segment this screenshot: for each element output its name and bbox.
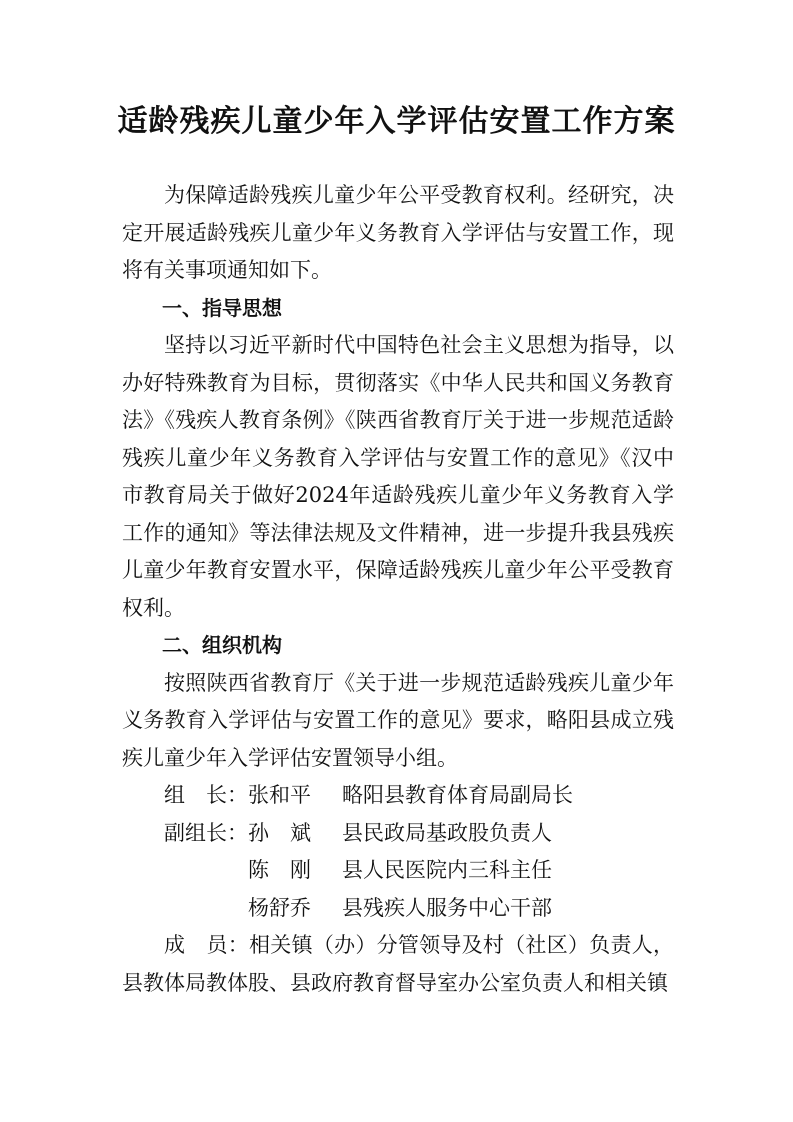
intro-paragraph: 为保障适龄残疾儿童少年公平受教育权利。经研究，决定开展适龄残疾儿童少年义务教育入学评估与安置工作，现将有关事项通知如下。: [122, 183, 674, 282]
members-label: 成 员：: [164, 933, 250, 957]
leadership-list: [122, 777, 674, 927]
section-heading-organization: 二、组织机构: [162, 633, 282, 657]
leadership-row: [122, 890, 674, 928]
leader-role: 组 长：: [164, 783, 248, 807]
leader-position: 县人民医院内三科主任: [342, 858, 552, 882]
section-heading-guiding-ideology: 一、指导思想: [162, 295, 282, 320]
leader-position: 略阳县教育体育局副局长: [342, 783, 573, 807]
section-text-guiding-ideology: 坚持以习近平新时代中国特色社会主义思想为指导，以办好特殊教育为目标，贯彻落实《中华人民共和国义务教育法》《残疾人教育条例》《陕西省教育厅关于进一步规范适龄残疾儿童少年义务教育入学评估与安置工作的意见》《汉中市教育局关于做好2024年适龄残疾儿童少年义务教育入学工作的通知》等法律法规及文件精神，进一步提升我县残疾儿童少年教育安置水平，保障适龄残疾儿童少年公平受教育权利。: [122, 333, 674, 620]
leader-name: 张和平: [248, 783, 311, 807]
document-body: [122, 177, 674, 1002]
leader-name: 杨舒乔: [248, 895, 311, 920]
leader-position: 县民政局基政股负责人: [342, 820, 552, 845]
members-paragraph: [122, 927, 674, 1002]
leader-name: 陈 刚: [248, 858, 311, 882]
leadership-row: [122, 852, 674, 890]
leadership-row: [122, 777, 674, 815]
leader-name: 孙 斌: [248, 820, 311, 845]
leadership-row: [122, 815, 674, 853]
document-title: 适龄残疾儿童少年入学评估安置工作方案: [117, 104, 676, 139]
leader-role: [122, 890, 248, 928]
leader-position: 县残疾人服务中心干部: [342, 895, 552, 920]
leader-role: [122, 852, 248, 890]
section-text-organization: 按照陕西省教育厅《关于进一步规范适龄残疾儿童少年义务教育入学评估与安置工作的意见》要求，略阳县成立残疾儿童少年入学评估安置领导小组。: [122, 670, 674, 770]
leader-role: 副组长：: [164, 820, 248, 845]
members-text: 相关镇（办）分管领导及村（社区）负责人，县教体局教体股、县政府教育督导室办公室负责人和相关镇: [122, 933, 675, 995]
